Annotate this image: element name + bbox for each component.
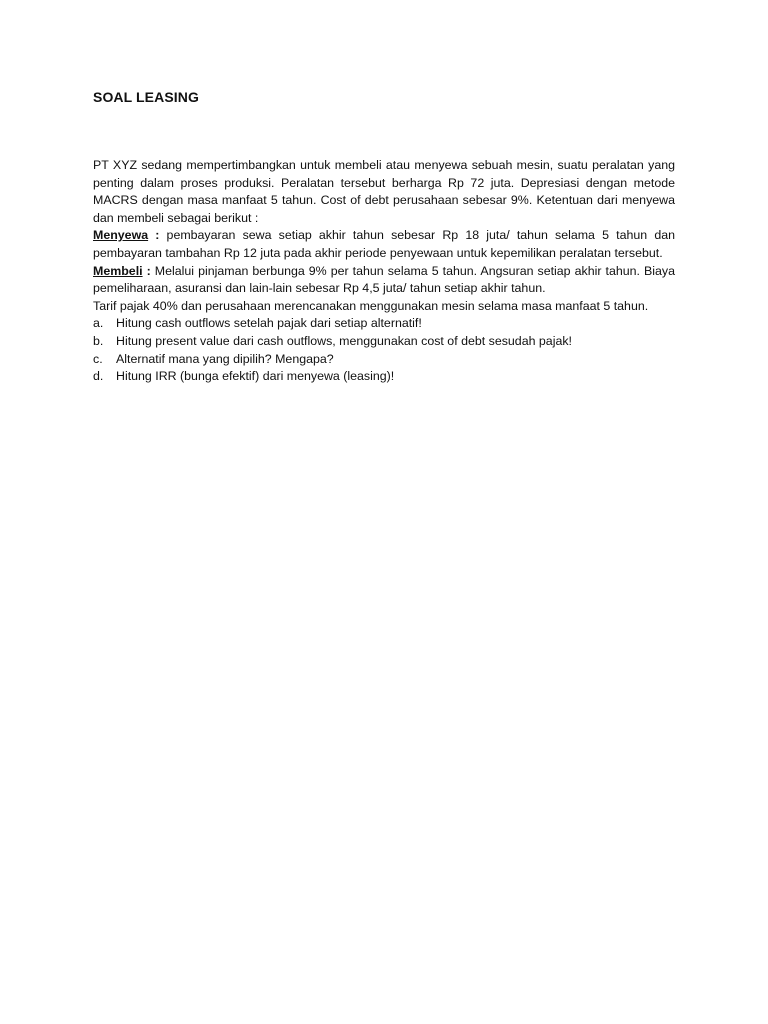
question-text: Hitung IRR (bunga efektif) dari menyewa (leasing)! [116,369,395,384]
menyewa-colon: : [148,228,160,243]
question-item [93,315,675,333]
menyewa-paragraph [93,227,675,262]
membeli-colon: : [142,263,151,278]
membeli-label: Membeli [93,263,143,278]
tax-paragraph: Tarif pajak 40% dan perusahaan merencanakan menggunakan mesin selama masa manfaat 5 tahun. [93,298,649,313]
question-item [93,333,675,351]
question-list [93,315,675,385]
membeli-text: Melalui pinjaman berbunga 9% per tahun selama 5 tahun. Angsuran setiap akhir tahun. Biaya pemeliharaan, asuransi dan lain-lain sebesar Rp 4,5 juta/ tahun setiap akhir tahun. [93,263,675,296]
question-letter: a. [93,316,104,331]
question-item [93,351,675,369]
menyewa-label: Menyewa [93,228,149,243]
question-item [93,368,675,386]
document-title: SOAL LEASING [93,89,199,105]
question-letter: c. [93,351,103,366]
menyewa-text: pembayaran sewa setiap akhir tahun sebesar Rp 18 juta/ tahun selama 5 tahun dan pembayaran tambahan Rp 12 juta pada akhir periode penyewaan untuk kepemilikan peralatan tersebut. [93,228,675,260]
question-text: Alternatif mana yang dipilih? Mengapa? [116,351,334,366]
intro-paragraph: PT XYZ sedang mempertimbangkan untuk membeli atau menyewa sebuah mesin, suatu peralatan yang penting dalam proses produksi. Peralatan tersebut berharga Rp 72 juta. Depresiasi dengan metode MACRS dengan masa manfaat 5 tahun. Cost of debt perusahaan sebesar 9%. Ketentuan dari menyewa dan membeli sebagai berikut : [93,158,675,225]
question-letter: b. [93,333,104,348]
question-text: Hitung cash outflows setelah pajak dari setiap alternatif! [116,316,422,331]
question-letter: d. [93,369,104,384]
question-text: Hitung present value dari cash outflows, menggunakan cost of debt sesudah pajak! [116,333,572,348]
membeli-paragraph [93,263,675,298]
document-body [93,157,675,386]
